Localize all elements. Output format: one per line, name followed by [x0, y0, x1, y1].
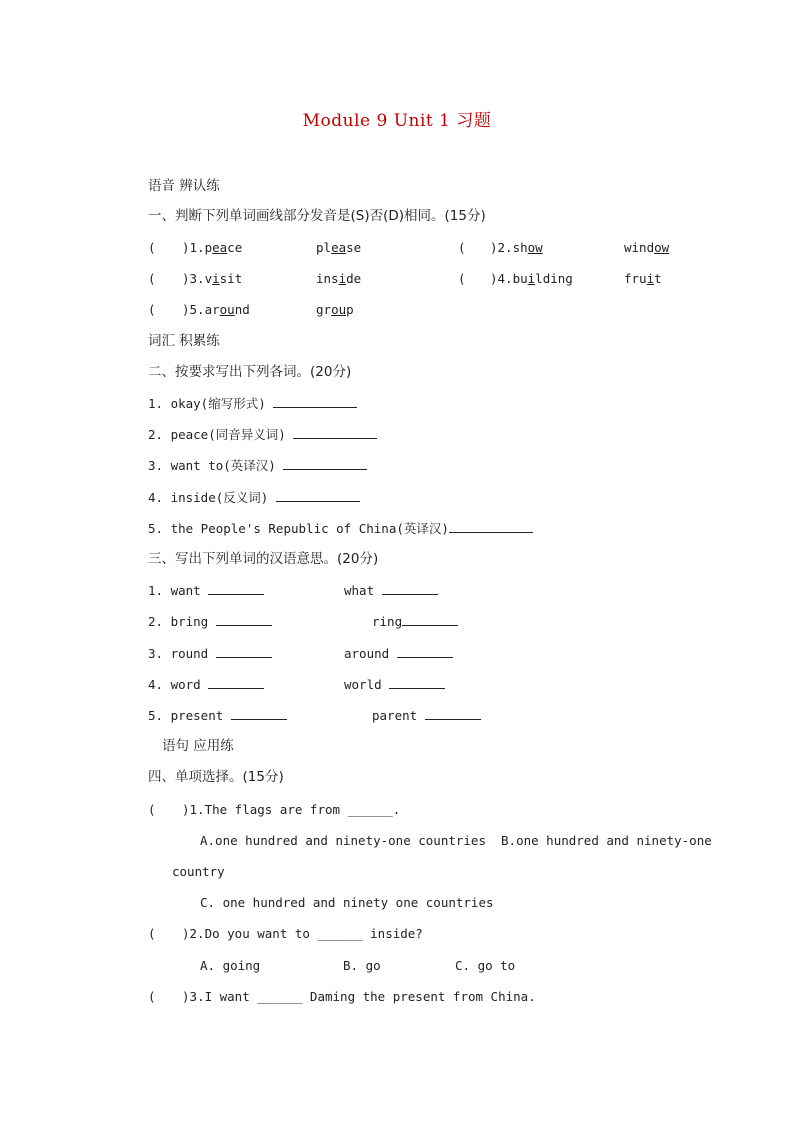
meaning-word: parent — [372, 708, 418, 723]
answer-blank[interactable] — [425, 707, 481, 720]
instruction-multiple-choice: 四、单项选择。(15分) — [148, 769, 284, 785]
pron-compare-word: fruit — [624, 271, 662, 286]
answer-paren: ( — [148, 802, 156, 817]
meaning-word: 2. bring — [148, 614, 209, 629]
section-heading-pronunciation: 语音 辨认练 — [148, 178, 220, 194]
instruction-meaning: 三、写出下列单词的汉语意思。(20分) — [148, 551, 379, 567]
vocab-item: 4. inside(反义词) — [148, 488, 360, 508]
section-heading-vocab: 词汇 积累练 — [148, 333, 220, 349]
vocab-item: 1. okay(缩写形式) — [148, 394, 357, 414]
answer-paren: ( — [148, 989, 156, 1004]
mc-option-b: B. go — [343, 958, 381, 973]
pron-item: )5.around — [182, 302, 250, 317]
answer-paren: ( — [148, 240, 156, 255]
answer-blank[interactable] — [382, 582, 438, 595]
meaning-word: 5. present — [148, 708, 224, 723]
meaning-row — [148, 675, 548, 695]
pron-item: )3.visit — [182, 271, 243, 286]
mc-options-continued: country — [172, 864, 225, 879]
meaning-row — [148, 706, 548, 726]
answer-blank[interactable] — [231, 707, 287, 720]
answer-blank[interactable] — [216, 613, 272, 626]
answer-blank[interactable] — [283, 457, 367, 470]
pron-compare-word: group — [316, 302, 354, 317]
question-stem: )3.I want ______ Daming the present from China. — [182, 989, 536, 1004]
answer-blank[interactable] — [389, 676, 445, 689]
answer-blank[interactable] — [402, 613, 458, 626]
question-stem: )2.Do you want to ______ inside? — [182, 926, 423, 941]
instruction-pronunciation: 一、判断下列单词画线部分发音是(S)否(D)相同。(15分) — [148, 208, 486, 224]
pron-row-3 — [148, 300, 708, 320]
answer-blank[interactable] — [397, 645, 453, 658]
mc-options: A.one hundred and ninety-one countries B.one hundred and ninety-one — [200, 833, 712, 848]
pron-item: )2.show — [490, 240, 543, 255]
answer-blank[interactable] — [273, 395, 357, 408]
mc-question-2 — [148, 924, 668, 944]
answer-paren: ( — [148, 926, 156, 941]
pron-row-2 — [148, 269, 708, 289]
answer-blank[interactable] — [293, 426, 377, 439]
mc-options — [200, 956, 600, 976]
vocab-item: 5. the People's Republic of China(英译汉) — [148, 519, 533, 539]
section-heading-sentence: 语句 应用练 — [162, 738, 234, 754]
pron-compare-word: inside — [316, 271, 362, 286]
vocab-item: 2. peace(同音异义词) — [148, 425, 377, 445]
instruction-vocab: 二、按要求写出下列各词。(20分) — [148, 364, 352, 380]
answer-blank[interactable] — [276, 489, 360, 502]
pron-compare-word: window — [624, 240, 670, 255]
meaning-word: world — [344, 677, 382, 692]
meaning-word: 4. word — [148, 677, 201, 692]
answer-paren: ( — [458, 271, 466, 286]
pron-compare-word: please — [316, 240, 362, 255]
answer-paren: ( — [148, 302, 156, 317]
mc-question-1 — [148, 800, 668, 820]
answer-paren: ( — [148, 271, 156, 286]
answer-blank[interactable] — [216, 645, 272, 658]
vocab-item: 3. want to(英译汉) — [148, 456, 367, 476]
page-title: Module 9 Unit 1 习题 — [302, 111, 492, 131]
meaning-word: 1. want — [148, 583, 201, 598]
answer-blank[interactable] — [449, 520, 533, 533]
answer-blank[interactable] — [208, 676, 264, 689]
meaning-word: what — [344, 583, 375, 598]
meaning-word: 3. round — [148, 646, 209, 661]
mc-option-a: A. going — [200, 958, 261, 973]
meaning-row — [148, 612, 548, 632]
question-stem: )1.The flags are from ______. — [182, 802, 401, 817]
meaning-row — [148, 644, 548, 664]
mc-option-c: C. go to — [455, 958, 516, 973]
pron-row-1 — [148, 238, 708, 258]
answer-blank[interactable] — [208, 582, 264, 595]
mc-option-c: C. one hundred and ninety one countries — [200, 895, 494, 910]
meaning-word: around — [344, 646, 390, 661]
meaning-row — [148, 581, 548, 601]
answer-paren: ( — [458, 240, 466, 255]
meaning-word: ring — [372, 614, 403, 629]
pron-item: )1.peace — [182, 240, 243, 255]
pron-item: )4.building — [490, 271, 573, 286]
mc-question-3 — [148, 987, 668, 1007]
